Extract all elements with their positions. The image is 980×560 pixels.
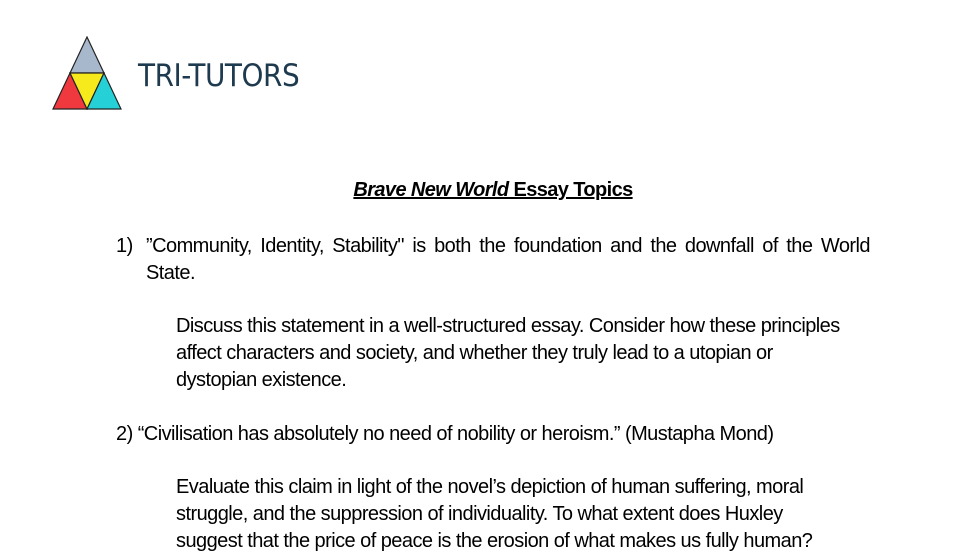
tri-tutors-logo (52, 36, 122, 110)
title-suffix: Essay Topics (508, 179, 633, 201)
topic-1-detail-line: Discuss this statement in a well-structured essay. Consider how these principles (176, 315, 840, 337)
topic-2-details (176, 474, 812, 555)
topic-2-prompt: 2) “Civilisation has absolutely no need of nobility or heroism.” (Mustapha Mond) (116, 423, 774, 445)
topic-1-prompt-line-1: ”Community, Identity, Stability" is both the foundation and the downfall of the World (146, 235, 870, 257)
topic-1-prompt-line-2: State. (146, 262, 195, 284)
topic-2-detail-line: Evaluate this claim in light of the novel’s depiction of human suffering, moral (176, 476, 804, 498)
topic-1-details (176, 313, 840, 394)
topic-2-detail-line: struggle, and the suppression of individuality. To what extent does Huxley (176, 503, 783, 525)
brand-name: TRI-TUTORS (138, 58, 300, 94)
topic-1-detail-line: affect characters and society, and whether they truly lead to a utopian or (176, 342, 773, 364)
title-book-name: Brave New World (353, 179, 509, 201)
topic-1-number: 1) (116, 235, 133, 257)
document-title (0, 179, 980, 202)
topic-2-detail-line: suggest that the price of peace is the erosion of what makes us fully human? (176, 530, 813, 552)
topic-1-detail-line: dystopian existence. (176, 369, 347, 391)
logo-top-triangle (70, 37, 104, 73)
